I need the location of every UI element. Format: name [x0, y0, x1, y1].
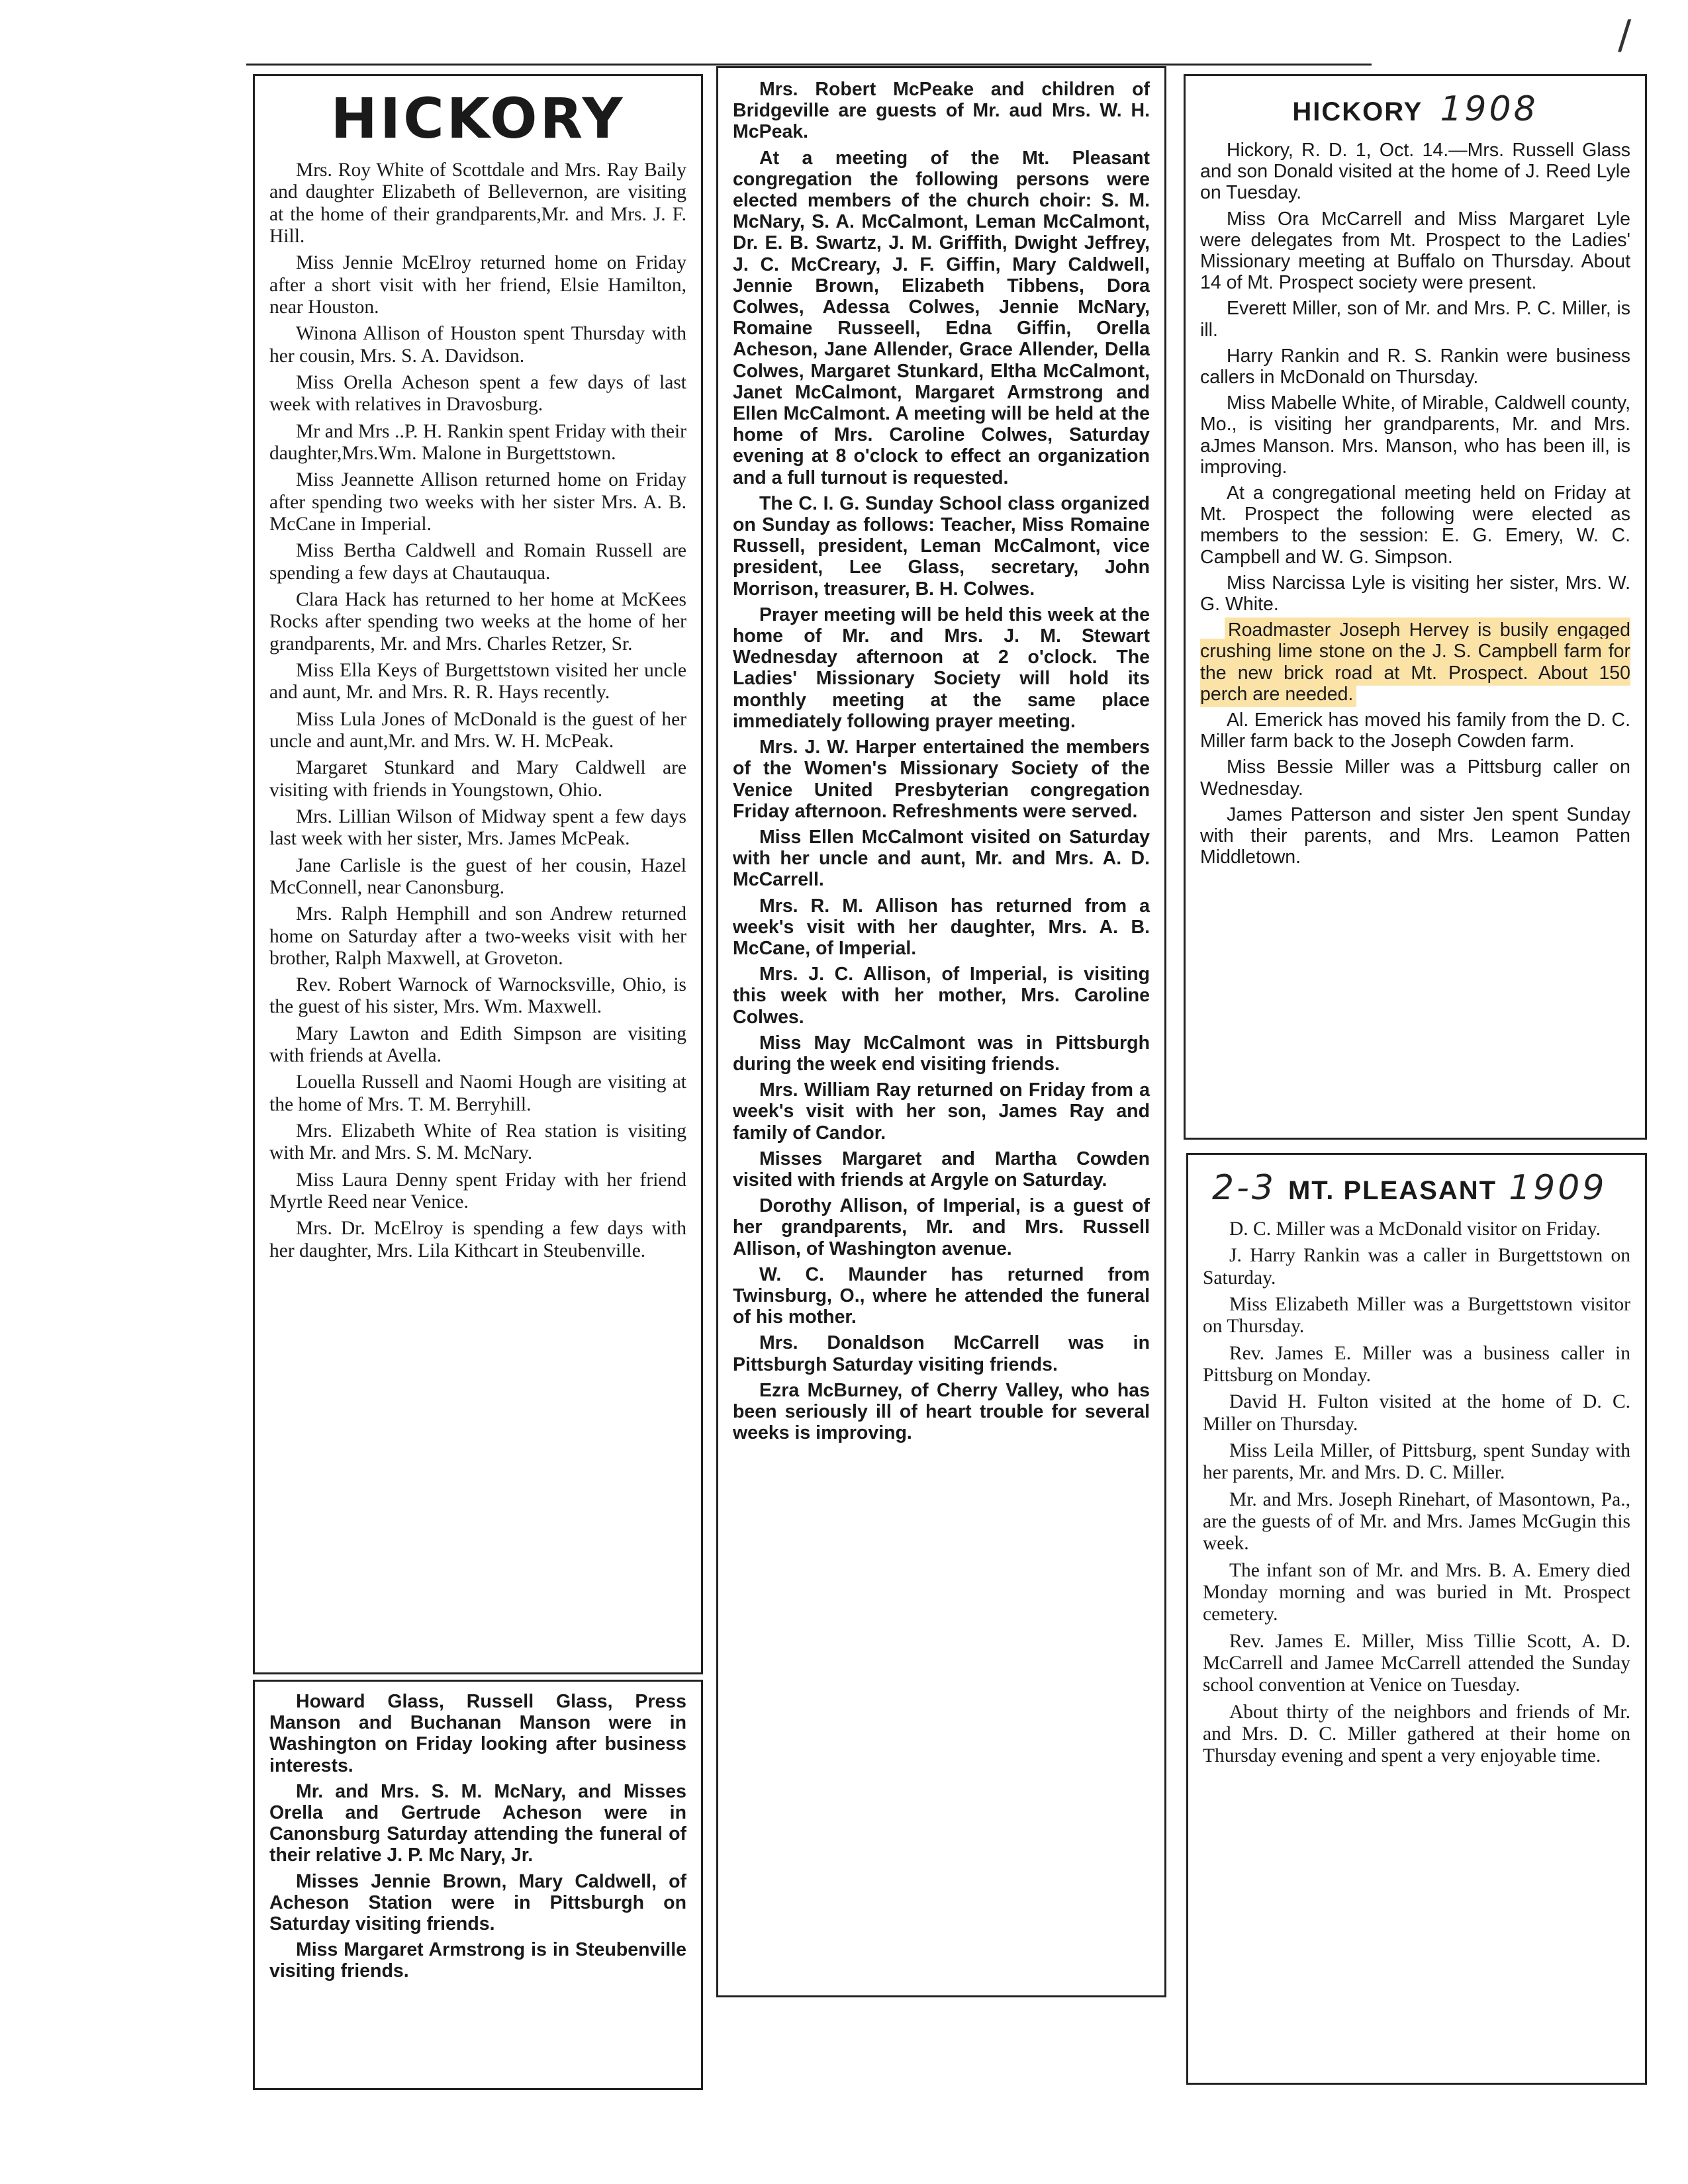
right-top-body [1200, 140, 1630, 868]
news-item: D. C. Miller was a McDonald visitor on Friday. [1229, 1218, 1601, 1240]
right-top-title: HICKORY [1292, 97, 1423, 126]
news-item: Miss Ora McCarrell and Miss Margaret Lyle were delegates from Mt. Prospect to the Ladies' Missionary meeting at Buffalo on Thursday. About 14 of Mt. Prospect society were present. [1200, 208, 1630, 294]
news-item: Mr and Mrs ..P. H. Rankin spent Friday with their daughter,Mrs.Wm. Malone in Burgettstown. [269, 420, 686, 464]
news-item: Miss Leila Miller, of Pittsburg, spent Sunday with her parents, Mr. and Mrs. D. C. Miller. [1203, 1439, 1630, 1484]
news-item: David H. Fulton visited at the home of D. C. Miller on Thursday. [1203, 1391, 1630, 1435]
news-item [1200, 619, 1630, 705]
news-item: The C. I. G. Sunday School class organized on Sunday as follows: Teacher, Miss Romaine Russell, president, Leman McCalmont, vice president, Lee Glass, secretary, John Morrison, treasurer, B. H. Colwes. [733, 492, 1150, 600]
news-item: Miss Bertha Caldwell and Romain Russell are spending a few days at Chautauqua. [269, 540, 686, 584]
news-item: Mrs. J. C. Allison, of Imperial, is visiting this week with her mother, Mrs. Caroline Colwes. [733, 964, 1150, 1028]
news-item: W. C. Maunder has returned from Twinsburg, O., where he attended the funeral of his mother. [733, 1263, 1150, 1328]
news-item: Rev. James E. Miller, Miss Tillie Scott, A. D. McCarrell and Jamee McCarrell attended the Sunday school convention at Venice on Tuesday. [1203, 1630, 1630, 1696]
news-item: Dorothy Allison, of Imperial, is a guest of her grandparents, Mr. and Mrs. Russell Allison, of Washington avenue. [733, 1195, 1150, 1259]
news-item: Howard Glass, Russell Glass, Press Manson and Buchanan Manson were in Washington on Friday looking after business interests. [269, 1691, 686, 1776]
news-item: Rev. James E. Miller was a business caller in Pittsburg on Monday. [1203, 1342, 1630, 1386]
hickory-masthead: HICKORY [330, 86, 626, 151]
news-item: Ezra McBurney, of Cherry Valley, who has been seriously ill of heart trouble for several weeks is improving. [733, 1379, 1150, 1444]
news-item: Everett Miller, son of Mr. and Mrs. P. C. Miller, is ill. [1200, 298, 1630, 341]
right-bottom-body [1203, 1218, 1630, 1768]
news-item: Misses Jennie Brown, Mary Caldwell, of Acheson Station were in Pittsburgh on Saturday visiting friends. [269, 1870, 686, 1935]
news-item: Mrs. Dr. McElroy is spending a few days with her daughter, Mrs. Lila Kithcart in Steubenville. [269, 1218, 686, 1261]
right-top-header [1200, 89, 1630, 129]
news-item: Miss Ella Keys of Burgettstown visited her uncle and aunt, Mr. and Mrs. R. R. Hays recently. [269, 659, 686, 704]
handwritten-year-1908: 1908 [1440, 89, 1538, 129]
news-item: Misses Margaret and Martha Cowden visited with friends at Argyle on Saturday. [733, 1148, 1150, 1191]
news-item: Louella Russell and Naomi Hough are visiting at the home of Mrs. T. M. Berryhill. [269, 1071, 686, 1115]
news-item: Miss May McCalmont was in Pittsburgh during the week end visiting friends. [733, 1032, 1150, 1075]
news-item: Miss Ellen McCalmont visited on Saturday with her uncle and aunt, Mr. and Mrs. A. D. McCarrell. [733, 826, 1150, 891]
news-item: Mrs. Lillian Wilson of Midway spent a few days last week with her sister, Mrs. James McPeak. [269, 805, 686, 850]
handwritten-year-1909: 1909 [1509, 1168, 1607, 1208]
news-item: Hickory, R. D. 1, Oct. 14.—Mrs. Russell Glass and son Donald visited at the home of J. Reed Lyle on Tuesday. [1200, 140, 1630, 204]
news-item: Miss Bessie Miller was a Pittsburg caller on Wednesday. [1200, 756, 1630, 799]
news-item: About thirty of the neighbors and friends of Mr. and Mrs. D. C. Miller gathered at their home on Thursday evening and spent a very enjoyable time. [1203, 1701, 1630, 1767]
news-item: At a congregational meeting held on Friday at Mt. Prospect the following were elected as members to the session: E. G. Emery, W. C. Campbell and W. G. Simpson. [1200, 482, 1630, 568]
news-item: Mr. and Mrs. S. M. McNary, and Misses Orella and Gertrude Acheson were in Canonsburg Saturday attending the funeral of their relative J. P. Mc Nary, Jr. [269, 1780, 686, 1866]
left-bottom-clipping [253, 1680, 703, 2090]
news-item: At a meeting of the Mt. Pleasant congregation the following persons were elected members of the church choir: S. M. McNary, S. A. McCalmont, Leman McCalmont, Dr. E. B. Swartz, J. M. Griffith, Dwight Jeffrey, J. C. McCreary, J. F. Giffin, Mary Caldwell, Jennie Brown, Elizabeth Tibbens, Dora Colwes, Adessa Colwes, Jennie McNary, Romaine Russeell, Edna Giffin, Orella Acheson, Jane Allender, Grace Allender, Della Colwes, Margaret Stunkard, Eltha McCalmont, Janet McCalmont, Margaret Armstrong and Ellen McCalmont. A meeting will be held at the home of Mrs. Caroline Colwes, Saturday evening at 8 o'clock to effect an organization and a full turnout is requested. [733, 147, 1150, 488]
right-bottom-title: MT. PLEASANT [1288, 1176, 1497, 1205]
handwritten-prefix: 2-3 [1212, 1168, 1276, 1208]
news-item: Mrs. Donaldson McCarrell was in Pittsburgh Saturday visiting friends. [733, 1332, 1150, 1375]
news-item: James Patterson and sister Jen spent Sunday with their parents, and Mrs. Leamon Patten Middletown. [1200, 803, 1630, 868]
highlighted-text: Roadmaster Joseph Hervey is busily engaged crushing lime stone on the J. S. Campbell farm for the new brick road at Mt. Prospect. About 150 perch are needed. [1200, 619, 1630, 705]
news-item: Margaret Stunkard and Mary Caldwell are visiting with friends in Youngstown, Ohio. [269, 757, 686, 801]
news-item: Harry Rankin and R. S. Rankin were business callers in McDonald on Thursday. [1200, 345, 1630, 388]
news-item: Miss Orella Acheson spent a few days of last week with relatives in Dravosburg. [269, 371, 686, 416]
news-item: Mrs. Ralph Hemphill and son Andrew returned home on Saturday after a two-weeks visit with her brother, Ralph Maxwell, at Groveton. [269, 903, 686, 969]
left-column-body [269, 159, 686, 1262]
news-item: Winona Allison of Houston spent Thursday with her cousin, Mrs. S. A. Davidson. [269, 323, 686, 367]
news-item: Miss Lula Jones of McDonald is the guest of her uncle and aunt,Mr. and Mrs. W. H. McPeak. [269, 708, 686, 752]
news-item: Mrs. Roy White of Scottdale and Mrs. Ray Baily and daughter Elizabeth of Bellevernon, are visiting at the home of their grandparents,Mr. and Mrs. J. F. Hill. [269, 159, 686, 247]
news-item: Mrs. J. W. Harper entertained the members of the Women's Missionary Society of the Venice United Presbyterian congregation Friday afternoon. Refreshments were served. [733, 737, 1150, 822]
left-bottom-body [269, 1691, 686, 1982]
news-item: Mrs. Robert McPeake and children of Bridgeville are guests of Mr. aud Mrs. W. H. McPeak. [733, 79, 1150, 143]
news-item: Mary Lawton and Edith Simpson are visiting with friends at Avella. [269, 1023, 686, 1067]
news-item: Jane Carlisle is the guest of her cousin, Hazel McConnell, near Canonsburg. [269, 854, 686, 898]
right-hickory-1908-clipping [1184, 74, 1647, 1140]
page-number-mark: / [1618, 12, 1632, 58]
news-item: Miss Narcissa Lyle is visiting her sister, Mrs. W. G. White. [1200, 572, 1630, 615]
news-item: Miss Margaret Armstrong is in Steubenville visiting friends. [269, 1939, 686, 1982]
news-item: Mrs. Elizabeth White of Rea station is visiting with Mr. and Mrs. S. M. McNary. [269, 1120, 686, 1164]
right-bottom-header [1212, 1168, 1630, 1208]
news-item: Al. Emerick has moved his family from the D. C. Miller farm back to the Joseph Cowden farm. [1200, 709, 1630, 752]
news-item: J. Harry Rankin was a caller in Burgettstown on Saturday. [1203, 1245, 1630, 1289]
news-item: The infant son of Mr. and Mrs. B. A. Emery died Monday morning and was buried in Mt. Prospect cemetery. [1203, 1559, 1630, 1625]
news-item: Miss Jeannette Allison returned home on Friday after spending two weeks with her sister Mrs. A. B. McCane in Imperial. [269, 469, 686, 535]
news-item: Mrs. William Ray returned on Friday from a week's visit with her son, James Ray and family of Candor. [733, 1079, 1150, 1144]
right-mt-pleasant-1909-clipping [1186, 1153, 1647, 2085]
news-item: Clara Hack has returned to her home at McKees Rocks after spending two weeks at the home of her grandparents, Mr. and Mrs. Charles Retzer, Sr. [269, 588, 686, 655]
news-item: Mrs. R. M. Allison has returned from a week's visit with her daughter, Mrs. A. B. McCane, of Imperial. [733, 895, 1150, 959]
news-item: Miss Laura Denny spent Friday with her friend Myrtle Reed near Venice. [269, 1169, 686, 1213]
top-rule [246, 64, 1372, 66]
news-item: Miss Mabelle White, of Mirable, Caldwell county, Mo., is visiting her grandparents, Mr. and Mrs. aJmes Manson. Mrs. Manson, who has been ill, is improving. [1200, 392, 1630, 478]
left-hickory-clipping [253, 74, 703, 1674]
news-item: Miss Jennie McElroy returned home on Friday after a short visit with her friend, Elsie Hamilton, near Houston. [269, 252, 686, 318]
news-item: Miss Elizabeth Miller was a Burgettstown visitor on Thursday. [1203, 1293, 1630, 1338]
middle-column-body [733, 79, 1150, 1443]
news-item: Prayer meeting will be held this week at the home of Mr. and Mrs. J. M. Stewart Wednesday afternoon at 2 o'clock. The Ladies' Missionary Society will hold its monthly meeting at the same place immediately following prayer meeting. [733, 604, 1150, 732]
news-item: Mr. and Mrs. Joseph Rinehart, of Masontown, Pa., are the guests of of Mr. and Mrs. James McGugin this week. [1203, 1488, 1630, 1555]
news-item: Rev. Robert Warnock of Warnocksville, Ohio, is the guest of his sister, Mrs. Wm. Maxwell. [269, 974, 686, 1018]
middle-clipping [716, 66, 1166, 1997]
